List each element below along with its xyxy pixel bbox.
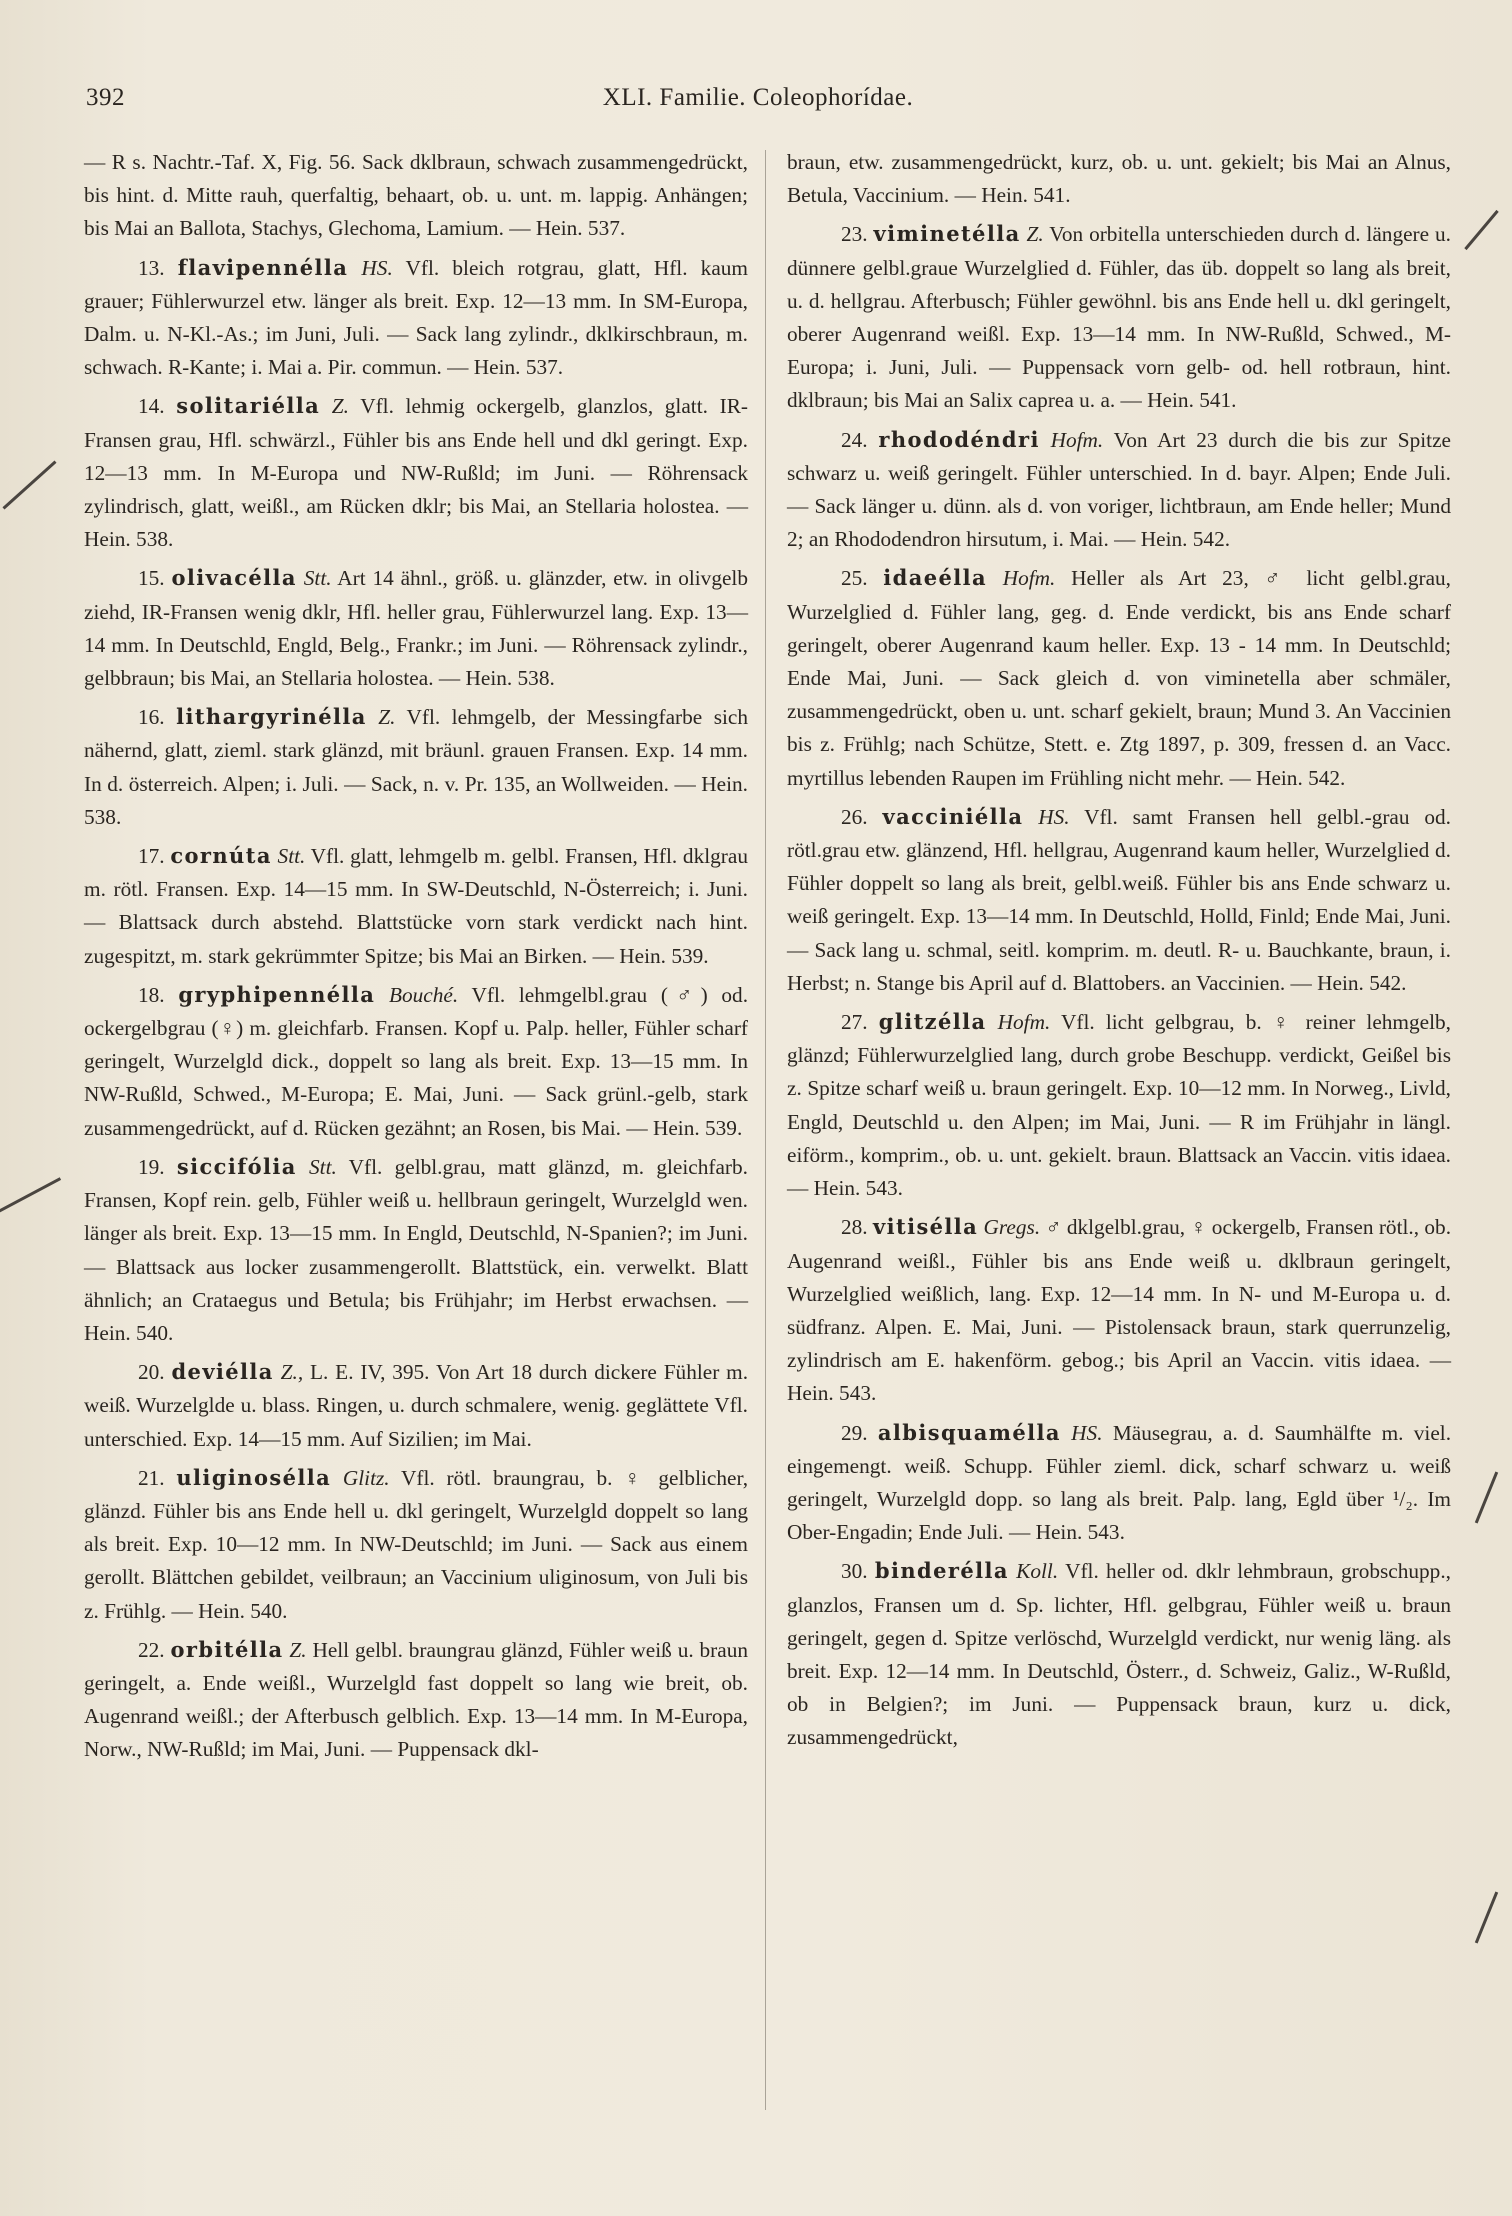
species-author: Z. — [1026, 222, 1044, 247]
entry-description: Vfl. bleich rotgrau, glatt, Hfl. kaum grauer; Fühlerwurzel etw. länger als breit. Exp. 12—13 mm. In SM-Europa, Dalm. u. N-Kl.-As.; im Juni, Juli. — Sack lang zylindr., dklkirschbraun, m. schwach. R-Kante; i. Mai a. Pir. commun. — Hein. 537. — [84, 255, 748, 380]
entry-number: 18. — [138, 982, 165, 1007]
entry-number: 13. — [138, 255, 165, 280]
species-author: Hofm. — [997, 1010, 1051, 1035]
species-name: vacciniélla — [882, 803, 1024, 829]
species-name: vitisélla — [872, 1214, 979, 1240]
species-author: Stt. — [303, 566, 332, 591]
species-name: glitzélla — [878, 1009, 987, 1035]
species-name: idaeélla — [883, 565, 988, 591]
right-column — [787, 146, 1451, 1760]
species-entry — [84, 1633, 748, 1767]
entry-number: 14. — [138, 394, 165, 419]
species-author: Glitz. — [342, 1465, 390, 1490]
entry-number: 28. — [841, 1215, 868, 1240]
entry-number: 16. — [138, 705, 165, 730]
entry-number: 30. — [841, 1559, 868, 1584]
species-entry — [787, 423, 1451, 557]
species-author: Hofm. — [1050, 427, 1104, 452]
species-entry — [787, 1416, 1451, 1550]
entry-number: 17. — [138, 844, 165, 869]
entry-number: 23. — [841, 222, 868, 247]
entry-number: 24. — [841, 427, 868, 452]
species-author: Z. — [331, 394, 349, 419]
species-entry — [84, 1355, 748, 1456]
species-author: Stt. — [309, 1154, 337, 1179]
species-entry — [787, 1210, 1451, 1410]
entry-number: 22. — [138, 1637, 165, 1662]
species-entry — [787, 800, 1451, 1000]
species-entry — [84, 700, 748, 834]
entry-description: ♂ dklgelbl.grau, ♀ ockergelb, Fransen rötl., ob. Augenrand weißl., Fühler bis ans Ende weiß u. dklbraun geringelt, Wurzelglied weißlich, lang. Exp. 12—14 mm. In N- und M-Europa u. d. südfranz. Alpen. E. Mai, Juni. — Pistolensack braun, stark querrunzelig, zylindrisch am E. hakenförm. gebog.; bis April an Vaccin. vitis idaea. — Hein. 543. — [787, 1215, 1452, 1406]
entry-description: Hell gelbl. braungrau glänzd, Fühler weiß u. braun geringelt, a. Ende weißl., Wurzelgld fast doppelt so lang wie breit, ob. Augenrand weißl.; der Afterbusch gelblich. Exp. 13—14 mm. In M-Europa, Norw., NW-Rußld; im Mai, Juni. — Puppensack dkl- — [84, 1637, 749, 1762]
species-entry — [84, 978, 748, 1145]
continued-entry — [84, 146, 748, 246]
species-name: binderélla — [874, 1558, 1009, 1584]
species-name: flavipennélla — [177, 254, 349, 280]
species-entry — [84, 839, 748, 973]
entry-description: braun, etw. zusammengedrückt, kurz, ob. u. unt. gekielt; bis Mai an Alnus, Betula, Vaccinium. — Hein. 541. — [787, 150, 1451, 208]
entry-description: Art 14 ähnl., größ. u. glänzder, etw. in olivgelb ziehd, IR-Fransen wenig dklr, Hfl. heller grau, Fühlerwurzel lang. Exp. 13—14 mm. In Deutschld, Engld, Belg., Frankr.; im Juni. — Röhrensack zylindr., gelbbraun; bis Mai, an Stellaria holostea. — Hein. 538. — [84, 566, 748, 691]
entry-description: Vfl. licht gelbgrau, b. ♀ reiner lehmgelb, glänzd; Fühlerwurzelglied lang, durch grobe Beschupp. verdickt, Geißel bis z. Spitze scharf weiß u. braun geringelt. Exp. 10—12 mm. In Norweg., Livld, Engld, Deutschld u. den Alpen; im Mai, Juni. — R im Frühjahr in längl. eiförm., komprim., ob. u. unt. gekielt. braun. Blattsack an Vaccin. vitis idaea. — Hein. 543. — [787, 1010, 1451, 1201]
page-number: 392 — [86, 84, 125, 111]
species-entry — [84, 251, 748, 385]
pencil-mark — [1475, 1891, 1498, 1943]
page-header — [84, 84, 1432, 124]
entry-number: 27. — [841, 1010, 868, 1035]
running-title: XLI. Familie. Coleophorídae. — [602, 84, 914, 111]
species-name: uliginosélla — [176, 1464, 332, 1490]
entry-number: 15. — [138, 566, 165, 591]
species-author: Hofm. — [1002, 566, 1056, 591]
entry-description: Von orbitella unterschieden durch d. längere u. dünnere gelbl.graue Wurzelglied d. Fühler, das üb. doppelt so lang als breit, u. d. hellgrau. Afterbusch; Fühler gewöhnl. bis ans Ende hell u. dkl geringelt, oberer Augenrand weißl. Exp. 13—14 mm. In NW-Rußld, Schwed., M-Europa; i. Juni, Juli. — Puppensack vorn gelb- od. hell rotbraun, hint. dklbraun; bis Mai an Salix caprea u. a. — Hein. 541. — [787, 222, 1451, 413]
species-author: Koll. — [1016, 1559, 1059, 1584]
species-entry — [84, 1461, 748, 1628]
species-author: HS. — [1038, 804, 1070, 829]
species-author: HS. — [1071, 1420, 1103, 1445]
entry-description: Vfl. samt Fransen hell gelbl.-grau od. rötl.grau etw. glänzend, Hfl. hellgrau, Augenrand kaum heller, Wurzelglied d. Fühler doppelt so lang als breit, gelbl.weiß. Fühler bis ans Ende schwarz u. weiß geringelt. Exp. 13—14 mm. In Deutschld, Holld, Finld; Ende Mai, Juni. — Sack lang u. schmal, seitl. komprim. m. deutl. R- u. Bauchkante, braun, i. Herbst; n. Stange bis April auf d. Blattobers. an Vaccinien. — Hein. 542. — [787, 804, 1451, 995]
pencil-mark — [2, 460, 56, 509]
entry-description: Von Art 23 durch die bis zur Spitze schwarz u. weiß geringelt. Fühler unterschied. In d. bayr. Alpen; Ende Juli. — Sack länger u. dünn. als d. von voriger, lichtbraun, am Ende heller; Mund 2; an Rhododendron hirsutum, i. Mai. — Hein. 542. — [787, 427, 1452, 552]
species-name: lithargyrinélla — [176, 704, 367, 730]
entry-number: 29. — [841, 1420, 868, 1445]
entry-description: L. E. IV, 395. Von Art 18 durch dickere Fühler m. weiß. Wurzelglde u. blass. Ringen, u. durch schmalere, wenig. geglättete Vfl. unterschied. Exp. 14—15 mm. Auf Sizilien; im Mai. — [84, 1360, 749, 1451]
pencil-mark — [1464, 210, 1498, 250]
species-name: orbitélla — [170, 1636, 284, 1662]
entry-number: 26. — [841, 804, 868, 829]
entry-number: 19. — [138, 1154, 165, 1179]
species-author: HS. — [361, 255, 393, 280]
entry-number: 21. — [138, 1465, 165, 1490]
species-entry — [84, 561, 748, 695]
continued-entry — [787, 146, 1451, 212]
entry-description: Vfl. heller od. dklr lehmbraun, grobschupp., glanzlos, Fransen um d. Sp. lichter, Hfl. gelbgrau, Fühler weiß u. braun geringelt, gegen d. Spitze verlöschd, Wurzelgld verdickt, nur wenig läng. als breit. Exp. 12—14 mm. In Deutschld, Österr., d. Schweiz, Galiz., W-Rußld, ob in Belgien?; im Juni. — Puppensack braun, kurz u. dick, zusammengedrückt, — [787, 1559, 1451, 1750]
entry-description: — R s. Nachtr.-Taf. X, Fig. 56. Sack dklbraun, schwach zusammengedrückt, bis hint. d. Mitte rauh, querfaltig, behaart, ob. u. unt. m. lappig. Anhängen; bis Mai an Ballota, Stachys, Glechoma, Lamium. — Hein. 537. — [84, 150, 748, 241]
entry-description: Heller als Art 23, ♂ licht gelbl.grau, Wurzelglied d. Fühler lang, geg. d. Ende verdickt, bis ans Ende scharf geringelt, oberer Augenrand kaum heller. Exp. 13 - 14 mm. In Deutschld; Ende Mai, Juni. — Sack gleich d. von viminetella aber schmäler, zusammengedrückt, oben u. unt. scharf gekielt, braun; Mund 3. An Vaccinien bis z. Frühlg; nach Schütze, Stett. e. Ztg 1897, p. 309, fressen d. an Vacc. myrtillus lebenden Raupen im Frühling nicht mehr. — Hein. 542. — [787, 566, 1452, 790]
species-name: albisquamélla — [877, 1419, 1061, 1445]
species-entry — [787, 1554, 1451, 1754]
entry-description: Vfl. lehmgelb, der Messingfarbe sich nähernd, glatt, zieml. stark glänzd, mit bräunl. grauen Fransen. Exp. 14 mm. In d. österreich. Alpen; i. Juli. — Sack, n. v. Pr. 135, an Wollweiden. — Hein. 538. — [84, 705, 748, 829]
entry-description: Mäusegrau, a. d. Saumhälfte m. viel. eingemengt. weiß. Schupp. Fühler zieml. dick, scharf schwarz u. weiß geringelt, Wurzelgld dopp. so lang als breit. Palp. lang, Egld über ¹/₂. Im Ober-Engadin; Ende Juli. — Hein. 543. — [787, 1420, 1452, 1545]
species-name: siccifólia — [176, 1153, 297, 1179]
species-name: gryphipennélla — [178, 981, 376, 1007]
species-author: Gregs. — [983, 1215, 1041, 1240]
pencil-mark — [0, 1177, 61, 1213]
species-name: viminetélla — [873, 221, 1021, 247]
species-entry — [787, 217, 1451, 417]
species-entry — [84, 389, 748, 556]
entry-description: Vfl. lehmig ockergelb, glanzlos, glatt. IR-Fransen grau, Hfl. schwärzl., Fühler bis ans Ende hell und dkl geringt. Exp. 12—13 mm. In M-Europa und NW-Rußld; im Juni. — Röhrensack zylindrisch, glatt, weißl., am Rücken dklr; bis Mai, an Stellaria holostea. — Hein. 538. — [84, 394, 748, 552]
entry-number: 25. — [841, 566, 868, 591]
species-entry — [787, 1005, 1451, 1205]
species-author: Stt. — [277, 844, 306, 869]
species-author: Z. — [289, 1637, 307, 1662]
species-name: solitariélla — [176, 393, 321, 419]
entry-description: Vfl. lehmgelbl.grau (♂) od. ockergelbgrau (♀) m. gleichfarb. Fransen. Kopf u. Palp. heller, Fühler scharf geringelt, Wurzelgld dick., doppelt so lang als breit. Exp. 13—15 mm. In NW-Rußld, Schwed., M-Europa; E. Mai, Juni. — Sack grünl.-gelb, stark zusammengedrückt, auf d. Rücken gezähnt; an Rosen, bis Mai. — Hein. 539. — [84, 982, 749, 1140]
species-name: cornúta — [170, 843, 272, 869]
species-author: Bouché. — [388, 982, 459, 1007]
species-entry — [84, 1150, 748, 1350]
species-name: rhododéndri — [878, 426, 1040, 452]
species-entry — [787, 561, 1451, 794]
pencil-mark — [1475, 1471, 1498, 1523]
column-divider — [765, 150, 766, 2110]
entry-description: Vfl. gelbl.grau, matt glänzd, m. gleichfarb. Fransen, Kopf rein. gelb, Fühler weiß u. hellbraun geringelt, Wurzelgld wen. länger als breit. Exp. 13—15 mm. In Engld, Deutschld, N-Spanien?; im Juni. — Blattsack aus locker zusammengerollt. Blattstück, ein. verwelkt. Blatt ähnlich; an Crataegus und Betula; bis Frühjahr; im Herbst erwachsen. — Hein. 540. — [84, 1154, 748, 1345]
species-author: Z., — [280, 1360, 304, 1385]
entry-number: 20. — [138, 1360, 165, 1385]
species-author: Z. — [378, 705, 396, 730]
species-name: deviélla — [171, 1359, 274, 1385]
species-name: olivacélla — [171, 565, 297, 591]
left-column — [84, 146, 748, 1772]
entry-description: Vfl. rötl. braungrau, b. ♀ gelblicher, glänzd. Fühler bis ans Ende hell u. dkl geringelt, Wurzelgld doppelt so lang als breit. Exp. 10—12 mm. In NW-Deutschld; im Juni. — Sack aus einem gerollt. Blättchen gebildet, veilbraun; an Vaccinium uliginosum, von Juli bis z. Frühlg. — Hein. 540. — [84, 1465, 749, 1623]
entry-description: Vfl. glatt, lehmgelb m. gelbl. Fransen, Hfl. dklgrau m. rötl. Fransen. Exp. 14—15 mm. In SW-Deutschld, N-Österreich; i. Juni. — Blattsack durch abstehd. Blattstücke vorn stark verdickt nach hint. zugespitzt, m. stark gekrümmter Spitze; bis Mai an Birken. — Hein. 539. — [84, 844, 748, 968]
